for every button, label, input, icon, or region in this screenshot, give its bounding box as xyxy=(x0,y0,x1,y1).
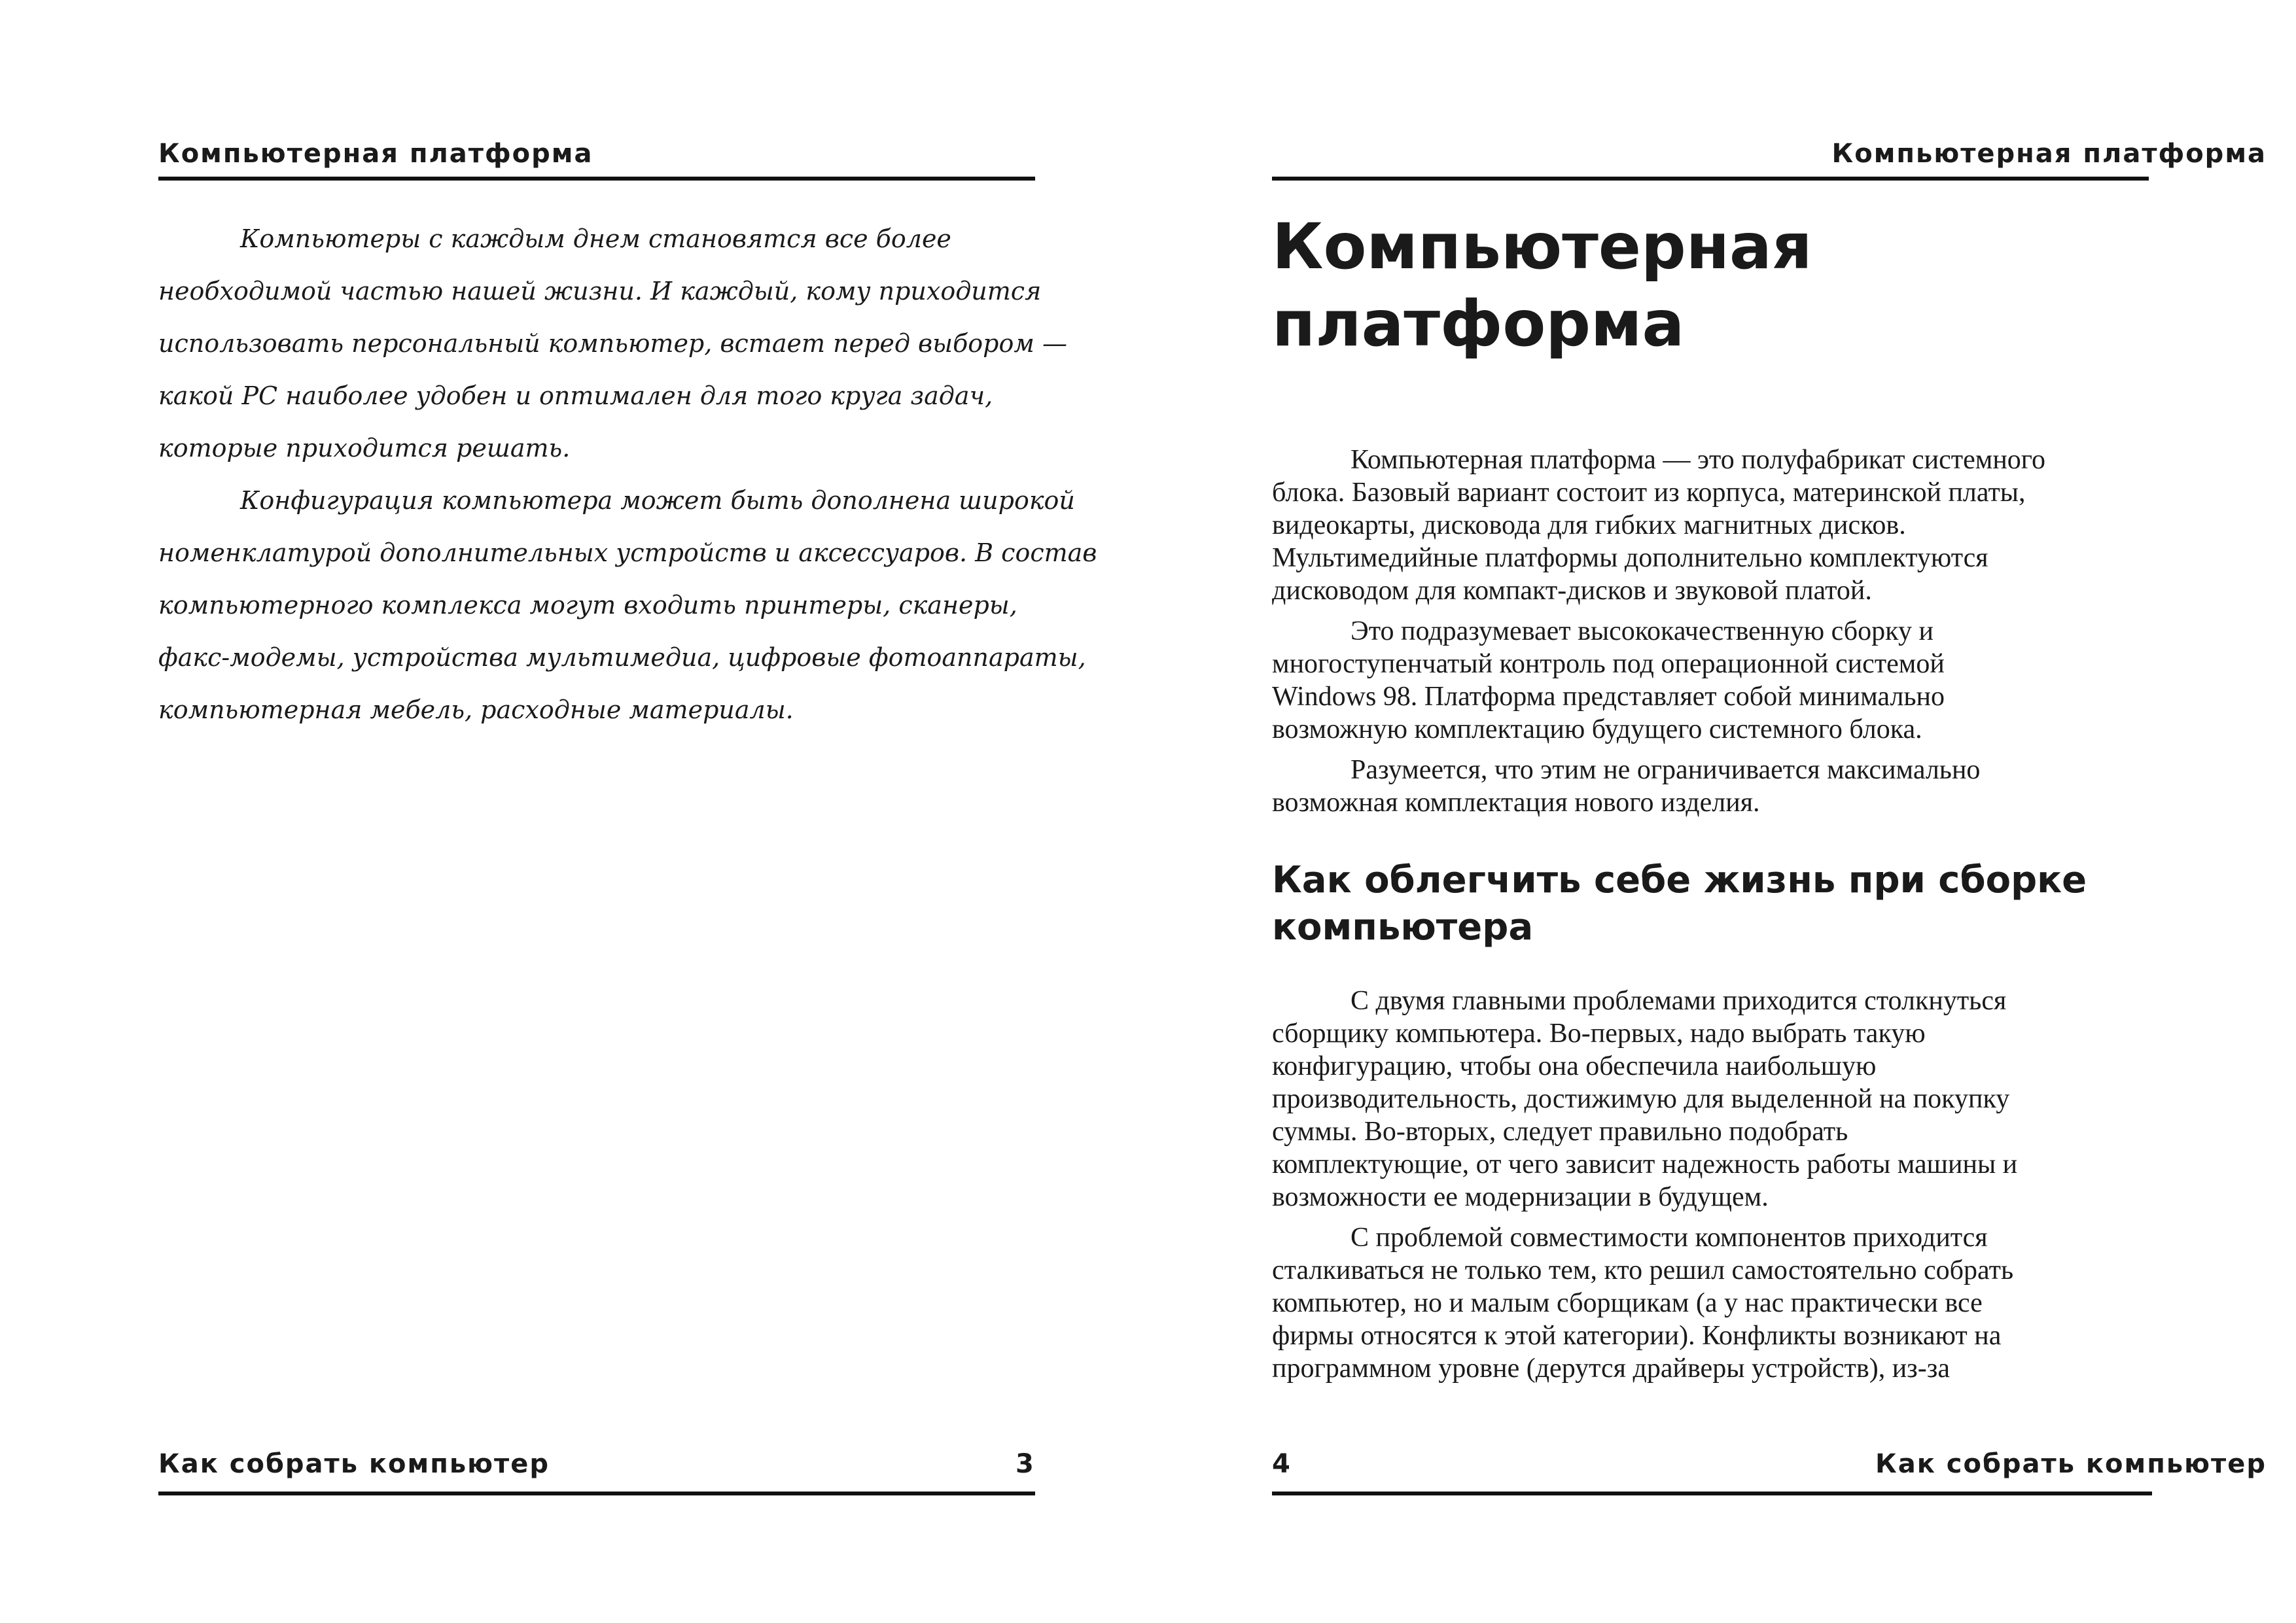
text-line: видеокарты, дисковода для гибких магнитных дисков. xyxy=(1272,510,1906,540)
right-footer-title: Как собрать компьютер xyxy=(1875,1449,2267,1479)
text-line: которые приходится решать. xyxy=(158,434,571,462)
chapter-title xyxy=(1272,208,2188,362)
text-line: Windows 98. Платформа представляет собой минимально xyxy=(1272,682,1945,712)
text-line: программном уровне (дерутся драйверы устройств), из-за xyxy=(1272,1353,1950,1384)
text-line: суммы. Во-вторых, следует правильно подобрать xyxy=(1272,1117,1848,1147)
text-line: многоступенчатый контроль под операционной системой xyxy=(1272,649,1945,679)
text-line: сталкиваться не только тем, кто решил самостоятельно собрать xyxy=(1272,1255,2014,1285)
text-line: номенклатурой дополнительных устройств и аксессуаров. В состав xyxy=(158,538,1097,567)
text-line: компьютер, но и малым сборщикам (а у нас практически все xyxy=(1272,1288,1983,1318)
body-paragraph xyxy=(1272,615,2168,746)
body-paragraph xyxy=(1272,444,2168,607)
text-line: Мультимедийные платформы дополнительно комплектуются xyxy=(1272,543,1988,573)
text-line: конфигурацию, чтобы она обеспечила наибольшую xyxy=(1272,1051,1877,1081)
intro-paragraph-1 xyxy=(158,213,1067,474)
text-line: возможности ее модернизации в будущем. xyxy=(1272,1182,1769,1212)
text-line: необходимой частью нашей жизни. И каждый, кому приходится xyxy=(158,277,1042,305)
right-page xyxy=(1148,0,2296,1623)
text-line: Компьютерная платформа — это полуфабрикат системного xyxy=(1351,445,2045,475)
text-line: Конфигурация компьютера может быть дополнена широкой xyxy=(240,486,1075,515)
text-line: Компьютеры с каждым днем становятся все более xyxy=(240,224,951,253)
text-line: Это подразумевает высококачественную сборку и xyxy=(1351,616,1934,646)
right-header-rule xyxy=(1272,177,2149,181)
section-title xyxy=(1272,857,2188,951)
right-running-header: Компьютерная платформа xyxy=(1831,139,2267,169)
chapter-title-line: Компьютерная xyxy=(1272,210,1812,283)
left-footer-title: Как собрать компьютер xyxy=(158,1449,550,1479)
text-line: возможная комплектация нового изделия. xyxy=(1272,788,1760,818)
text-line: производительность, достижимую для выделенной на покупку xyxy=(1272,1084,2010,1114)
text-line: факс-модемы, устройства мультимедиа, цифровые фотоаппараты, xyxy=(158,643,1086,672)
body-paragraph xyxy=(1272,985,2168,1213)
text-line: С двумя главными проблемами приходится столкнуться xyxy=(1351,986,2007,1016)
left-footer-rule xyxy=(158,1492,1035,1495)
text-line: Разумеется, что этим не ограничивается максимально xyxy=(1351,755,1981,785)
text-line: сборщику компьютера. Во-первых, надо выбрать такую xyxy=(1272,1019,1926,1049)
body-text-block-1 xyxy=(1272,444,2168,827)
text-line: блока. Базовый вариант состоит из корпуса, материнской платы, xyxy=(1272,478,2026,508)
text-line: С проблемой совместимости компонентов приходится xyxy=(1351,1223,1988,1253)
text-line: дисководом для компакт-дисков и звуковой платой. xyxy=(1272,576,1872,606)
left-intro-text xyxy=(158,213,1097,736)
body-paragraph xyxy=(1272,1221,2168,1385)
intro-paragraph-2 xyxy=(158,474,1097,736)
text-line: комплектующие, от чего зависит надежность работы машины и xyxy=(1272,1149,2018,1179)
left-header-rule xyxy=(158,177,1035,181)
text-line: какой PC наиболее удобен и оптимален для того круга задач, xyxy=(158,381,993,410)
text-line: возможную комплектацию будущего системного блока. xyxy=(1272,714,1922,744)
section-title-line: компьютера xyxy=(1272,906,1534,949)
body-paragraph xyxy=(1272,754,2168,819)
right-page-number: 4 xyxy=(1272,1449,1292,1479)
text-line: компьютерного комплекса могут входить принтеры, сканеры, xyxy=(158,591,1017,620)
text-line: компьютерная мебель, расходные материалы. xyxy=(158,695,794,724)
text-line: фирмы относятся к этой категории). Конфликты возникают на xyxy=(1272,1321,2002,1351)
text-line: использовать персональный компьютер, встает перед выбором — xyxy=(158,329,1067,358)
left-page-number: 3 xyxy=(1016,1449,1035,1479)
body-text-block-2 xyxy=(1272,985,2168,1393)
left-running-header: Компьютерная платформа xyxy=(158,139,593,169)
section-title-line: Как облегчить себе жизнь при сборке xyxy=(1272,859,2087,901)
chapter-title-line: платформа xyxy=(1272,287,1685,360)
right-footer-rule xyxy=(1272,1492,2152,1495)
